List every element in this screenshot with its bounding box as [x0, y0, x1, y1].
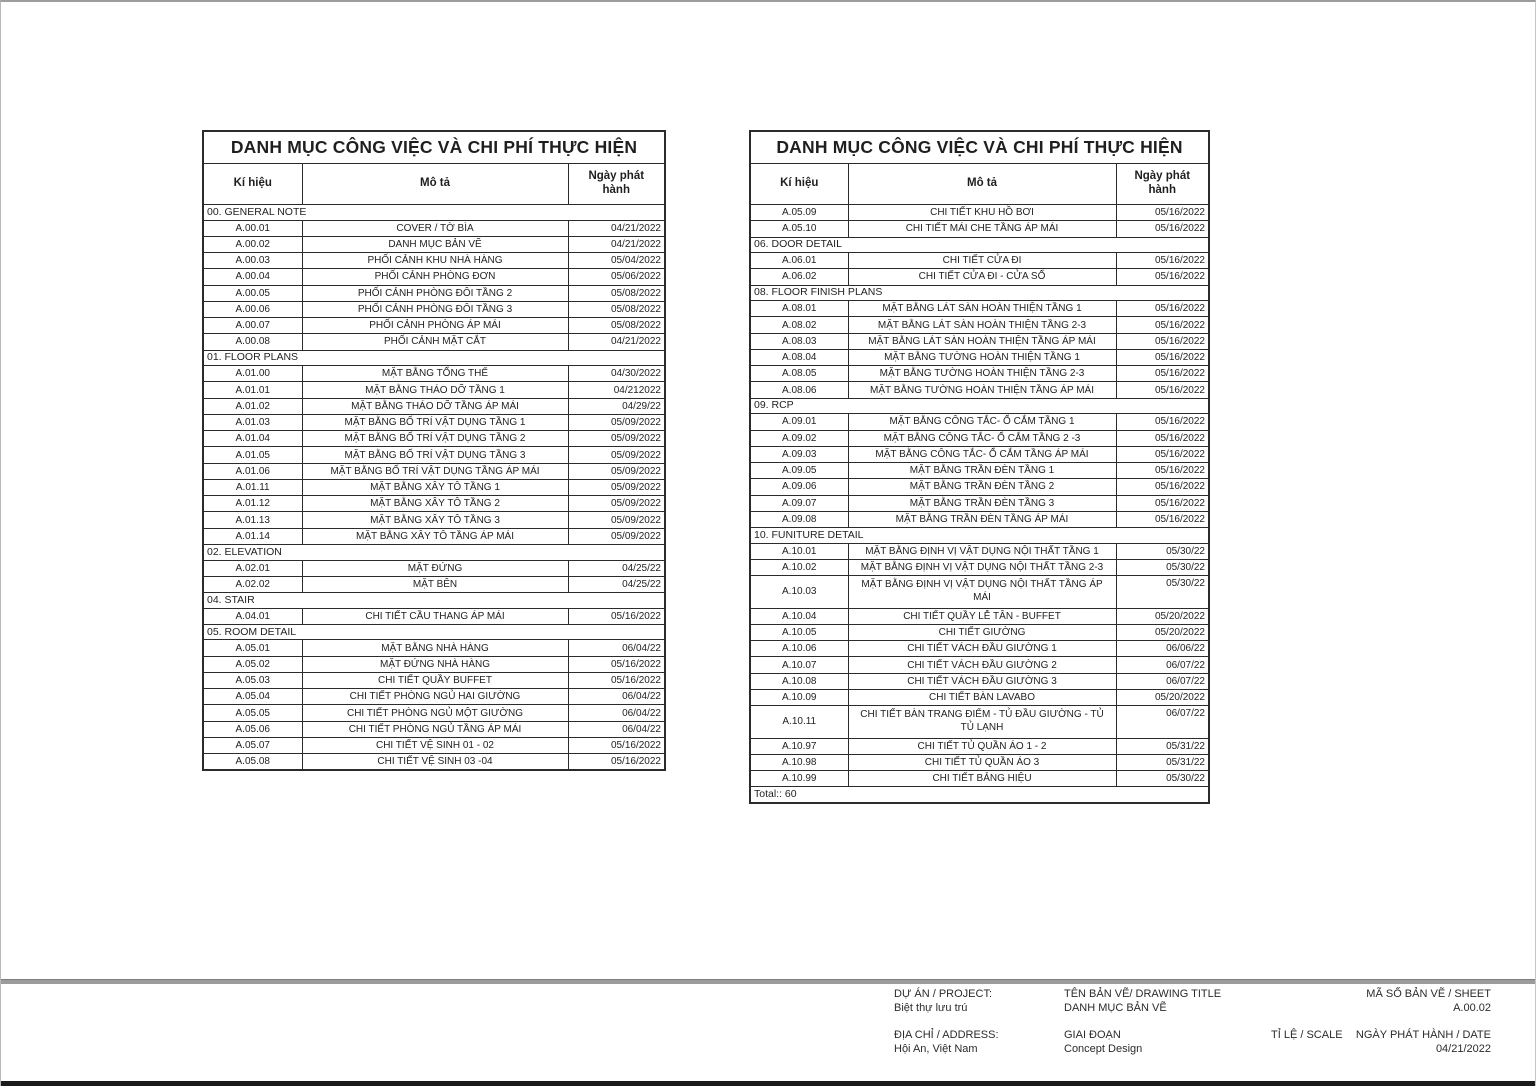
sheet-code-cell: A.10.05 — [750, 624, 848, 640]
sheet-row — [203, 285, 665, 301]
sheet-desc-cell: CHI TIẾT PHÒNG NGỦ TẦNG ÁP MÁI — [302, 721, 568, 737]
sheet-row — [203, 576, 665, 592]
sheet-date-cell: 05/09/2022 — [568, 496, 665, 512]
sheet-desc-cell: MẶT BẰNG CÔNG TẮC- Ổ CẮM TẦNG 1 — [848, 414, 1116, 430]
sheet-date-cell: 06/04/22 — [568, 705, 665, 721]
sheet-date-cell: 05/16/2022 — [1116, 333, 1209, 349]
section-row — [203, 205, 665, 221]
sheet-code-cell: A.09.08 — [750, 511, 848, 527]
sheet-date-cell: 05/20/2022 — [1116, 689, 1209, 705]
sheet-code-cell: A.05.01 — [203, 640, 302, 656]
sheet-code-cell: A.01.11 — [203, 479, 302, 495]
total-row — [750, 787, 1209, 803]
sheet-desc-cell: PHỐI CẢNH PHÒNG ĐÔI TẦNG 2 — [302, 285, 568, 301]
sheet-row — [203, 689, 665, 705]
sheet-date-cell: 05/16/2022 — [1116, 495, 1209, 511]
sheet-code-cell: A.05.04 — [203, 689, 302, 705]
sheet-desc-cell: MẶT BẰNG BỐ TRÍ VẬT DỤNG TẦNG 2 — [302, 431, 568, 447]
section-label: 08. FLOOR FINISH PLANS — [750, 285, 1209, 301]
sheet-row — [203, 366, 665, 382]
sheet-desc-cell: MẶT ĐỨNG NHÀ HÀNG — [302, 656, 568, 672]
sheet-desc-cell: CHI TIẾT QUẦY LỄ TÂN - BUFFET — [848, 608, 1116, 624]
sheet-code-cell: A.10.07 — [750, 657, 848, 673]
sheet-row — [203, 220, 665, 236]
sheet-row — [203, 463, 665, 479]
sheet-code-cell: A.06.02 — [750, 269, 848, 285]
sheet-row — [203, 382, 665, 398]
sheet-desc-cell: MẶT BẰNG THÁO DỠ TẦNG 1 — [302, 382, 568, 398]
sheet-date-cell: 05/16/2022 — [1116, 479, 1209, 495]
section-row — [750, 285, 1209, 301]
sheet-desc-cell: DANH MỤC BẢN VẼ — [302, 236, 568, 252]
sheet-desc-cell: CHI TIẾT BÀN TRANG ĐIỂM - TỦ ĐẦU GIƯỜNG - TỦ TỦ LẠNH — [848, 706, 1116, 739]
sheet-date-cell: 05/16/2022 — [568, 754, 665, 771]
sheet-desc-cell: CHI TIẾT PHÒNG NGỦ MỘT GIƯỜNG — [302, 705, 568, 721]
sheet-date-cell: 06/07/22 — [1116, 657, 1209, 673]
sheet-row — [750, 382, 1209, 398]
sheet-date-cell: 05/16/2022 — [1116, 382, 1209, 398]
sheet-desc-cell: MẶT BẰNG LÁT SÀN HOÀN THIỆN TẦNG 1 — [848, 301, 1116, 317]
sheet-row — [203, 431, 665, 447]
sheet-row — [750, 657, 1209, 673]
sheet-code-cell: A.05.03 — [203, 672, 302, 688]
sheet-desc-cell: CHI TIẾT TỦ QUẦN ÁO 3 — [848, 754, 1116, 770]
sheet-row — [203, 672, 665, 688]
sheet-date-cell: 05/06/2022 — [568, 269, 665, 285]
sheet-row — [203, 608, 665, 624]
sheet-date-cell: 05/16/2022 — [1116, 221, 1209, 237]
sheet-desc-cell: CHI TIẾT VÁCH ĐẦU GIƯỜNG 1 — [848, 641, 1116, 657]
sheet-code-cell: A.00.05 — [203, 285, 302, 301]
sheet-date-cell: 06/06/22 — [1116, 641, 1209, 657]
sheet-code-cell: A.10.09 — [750, 689, 848, 705]
sheet-desc-cell: PHỐI CẢNH MẶT CẮT — [302, 334, 568, 350]
sheet-desc-cell: MẶT BẰNG CÔNG TẮC- Ổ CẮM TẦNG ÁP MÁI — [848, 446, 1116, 462]
sheet-code-cell: A.00.03 — [203, 253, 302, 269]
sheet-date-cell: 04/25/22 — [568, 560, 665, 576]
sheet-row — [750, 559, 1209, 575]
sheet-desc-cell: MẶT BẰNG CÔNG TẮC- Ổ CẮM TẦNG 2 -3 — [848, 430, 1116, 446]
code-column-header: Kí hiệu — [203, 164, 302, 205]
sheet-date-cell: 05/08/2022 — [568, 285, 665, 301]
sheet-row — [203, 656, 665, 672]
sheet-desc-cell: MẶT ĐỨNG — [302, 560, 568, 576]
sheet-code-cell: A.09.01 — [750, 414, 848, 430]
sheet-row — [750, 253, 1209, 269]
sheet-date-cell: 05/09/2022 — [568, 528, 665, 544]
sheet-code-cell: A.02.01 — [203, 560, 302, 576]
sheet-row — [750, 624, 1209, 640]
section-row — [750, 528, 1209, 544]
sheet-desc-cell: MẶT BẰNG TƯỜNG HOÀN THIỆN TẦNG 1 — [848, 349, 1116, 365]
sheet-row — [750, 269, 1209, 285]
sheet-date-cell: 05/09/2022 — [568, 512, 665, 528]
sheet-date-cell: 05/16/2022 — [1116, 446, 1209, 462]
section-row — [203, 544, 665, 560]
sheet-date-cell: 05/16/2022 — [1116, 414, 1209, 430]
sheet-desc-cell: MẶT BẰNG BỐ TRÍ VẬT DỤNG TẦNG 3 — [302, 447, 568, 463]
date-column-header: Ngày phát hành — [1116, 164, 1209, 205]
sheet-desc-cell: MẶT BẰNG LÁT SÀN HOÀN THIỆN TẦNG ÁP MÁI — [848, 333, 1116, 349]
sheet-desc-cell: MẶT BẰNG XÂY TÔ TẦNG 3 — [302, 512, 568, 528]
sheet-code-cell: A.09.06 — [750, 479, 848, 495]
sheet-desc-cell: MẶT BẰNG NHÀ HÀNG — [302, 640, 568, 656]
sheet-date-cell: 05/16/2022 — [1116, 511, 1209, 527]
sheet-code-cell: A.10.06 — [750, 641, 848, 657]
sheet-code-cell: A.10.04 — [750, 608, 848, 624]
sheet-date-cell: 05/09/2022 — [568, 463, 665, 479]
address-value: Hội An, Việt Nam — [894, 1043, 978, 1055]
sheet-row — [750, 349, 1209, 365]
sheet-code-cell: A.08.04 — [750, 349, 848, 365]
project-label: DỰ ÁN / PROJECT: — [894, 988, 993, 1000]
sheet-date-cell: 04/29/22 — [568, 398, 665, 414]
address-label: ĐỊA CHỈ / ADDRESS: — [894, 1029, 999, 1041]
sheet-desc-cell: CHI TIẾT KHU HỒ BƠI — [848, 205, 1116, 221]
sheet-code-cell: A.05.02 — [203, 656, 302, 672]
sheet-date-cell: 05/16/2022 — [1116, 301, 1209, 317]
sheet-code-cell: A.01.03 — [203, 414, 302, 430]
sheet-code-cell: A.10.98 — [750, 754, 848, 770]
sheet-desc-cell: MẶT BẰNG ĐỊNH VỊ VẬT DỤNG NỘI THẤT TẦNG 2-3 — [848, 559, 1116, 575]
sheet-date-cell: 05/04/2022 — [568, 253, 665, 269]
sheet-desc-cell: MẶT BẰNG ĐỊNH VỊ VẬT DỤNG NỘI THẤT TẦNG ÁP MÁI — [848, 576, 1116, 609]
sheet-date-cell: 05/08/2022 — [568, 318, 665, 334]
sheet-desc-cell: CHI TIẾT VỆ SINH 03 -04 — [302, 754, 568, 771]
sheet-code-cell: A.00.04 — [203, 269, 302, 285]
sheet-date-cell: 05/31/22 — [1116, 754, 1209, 770]
desc-column-header: Mô tả — [848, 164, 1116, 205]
sheet-row — [750, 608, 1209, 624]
sheet-row — [750, 205, 1209, 221]
sheet-row — [203, 269, 665, 285]
sheet-row — [750, 771, 1209, 787]
sheet-date-cell: 06/07/22 — [1116, 673, 1209, 689]
sheet-desc-cell: CHI TIẾT CỬA ĐI — [848, 253, 1116, 269]
sheet-desc-cell: MẶT BẰNG TRẦN ĐÈN TẦNG 1 — [848, 463, 1116, 479]
sheet-code-cell: A.10.97 — [750, 738, 848, 754]
sheet-date-cell: 05/20/2022 — [1116, 624, 1209, 640]
code-column-header: Kí hiệu — [750, 164, 848, 205]
sheet-row — [750, 317, 1209, 333]
drawing-list-table-right — [749, 130, 1210, 804]
section-label: 06. DOOR DETAIL — [750, 237, 1209, 253]
sheet-row — [750, 495, 1209, 511]
sheet-date-cell: 05/30/22 — [1116, 771, 1209, 787]
sheet-row — [750, 333, 1209, 349]
sheet-row — [203, 398, 665, 414]
sheet-code-cell: A.08.03 — [750, 333, 848, 349]
sheet-code-cell: A.08.05 — [750, 366, 848, 382]
sheet-code-cell: A.05.05 — [203, 705, 302, 721]
table-header-row — [750, 164, 1209, 205]
drawing-title-label: TÊN BẢN VẼ/ DRAWING TITLE — [1064, 988, 1222, 1000]
sheet-code-cell: A.05.07 — [203, 737, 302, 753]
sheet-date-cell: 05/09/2022 — [568, 414, 665, 430]
sheet-date-cell: 05/30/22 — [1116, 559, 1209, 575]
sheet-code-cell: A.10.99 — [750, 771, 848, 787]
sheet-desc-cell: MẶT BẰNG TRẦN ĐÈN TẦNG 3 — [848, 495, 1116, 511]
desc-column-header: Mô tả — [302, 164, 568, 205]
sheet-row — [203, 447, 665, 463]
sheet-desc-cell: MẶT BẰNG ĐỊNH VỊ VẬT DỤNG NỘI THẤT TẦNG 1 — [848, 543, 1116, 559]
sheet-row — [203, 236, 665, 252]
sheet-row — [750, 221, 1209, 237]
sheet-date-cell: 05/16/2022 — [1116, 269, 1209, 285]
sheet-date-cell: 06/04/22 — [568, 689, 665, 705]
section-row — [203, 593, 665, 609]
phase-value: Concept Design — [1064, 1043, 1143, 1055]
drawing-list-table-left — [202, 130, 666, 771]
sheet-row — [203, 721, 665, 737]
sheet-code-cell: A.00.02 — [203, 236, 302, 252]
sheet-code-cell: A.10.03 — [750, 576, 848, 609]
sheet-row — [750, 463, 1209, 479]
sheet-desc-cell: CHI TIẾT GIƯỜNG — [848, 624, 1116, 640]
sheet-row — [203, 560, 665, 576]
sheet-code-cell: A.08.02 — [750, 317, 848, 333]
section-label: 04. STAIR — [203, 593, 665, 609]
sheet-date-cell: 04/212022 — [568, 382, 665, 398]
section-row — [750, 398, 1209, 414]
sheet-date-cell: 05/16/2022 — [568, 737, 665, 753]
sheet-row — [750, 673, 1209, 689]
sheet-date-cell: 05/16/2022 — [1116, 317, 1209, 333]
sheet-date-cell: 05/16/2022 — [1116, 205, 1209, 221]
sheet-desc-cell: CHI TIẾT VÁCH ĐẦU GIƯỜNG 3 — [848, 673, 1116, 689]
sheet-code-cell: A.08.01 — [750, 301, 848, 317]
sheet-code-cell: A.09.05 — [750, 463, 848, 479]
sheet-row — [203, 318, 665, 334]
section-row — [750, 237, 1209, 253]
sheet-row — [750, 479, 1209, 495]
sheet-row — [750, 754, 1209, 770]
sheet-date-cell: 05/09/2022 — [568, 447, 665, 463]
section-label: 02. ELEVATION — [203, 544, 665, 560]
sheet-code-cell: A.10.02 — [750, 559, 848, 575]
sheet-code-cell: A.09.03 — [750, 446, 848, 462]
sheet-date-cell: 05/16/2022 — [1116, 430, 1209, 446]
drawing-title-value: DANH MỤC BẢN VẼ — [1064, 1002, 1167, 1014]
sheet-row — [203, 414, 665, 430]
sheet-date-cell: 04/21/2022 — [568, 220, 665, 236]
sheet-desc-cell: PHỐI CẢNH KHU NHÀ HÀNG — [302, 253, 568, 269]
section-label: 10. FUNITURE DETAIL — [750, 528, 1209, 544]
sheet-desc-cell: CHI TIẾT PHÒNG NGỦ HAI GIƯỜNG — [302, 689, 568, 705]
sheet-code-cell: A.05.10 — [750, 221, 848, 237]
sheet-code-cell: A.05.08 — [203, 754, 302, 771]
sheet-row — [750, 366, 1209, 382]
section-label: 05. ROOM DETAIL — [203, 624, 665, 640]
sheet-code-cell: A.01.06 — [203, 463, 302, 479]
sheet-date-cell: 04/21/2022 — [568, 334, 665, 350]
sheet-code-cell: A.08.06 — [750, 382, 848, 398]
sheet-row — [203, 737, 665, 753]
sheet-code-cell: A.01.02 — [203, 398, 302, 414]
sheet-row — [750, 430, 1209, 446]
sheet-row — [750, 414, 1209, 430]
sheet-desc-cell: MẶT BẰNG TRẦN ĐÈN TẦNG 2 — [848, 479, 1116, 495]
sheet-number: A.00.02 — [1453, 1002, 1491, 1014]
total-label: Total:: 60 — [750, 787, 1209, 803]
sheet-desc-cell: MẶT BẰNG XÂY TÔ TẦNG 1 — [302, 479, 568, 495]
sheet-row — [203, 479, 665, 495]
sheet-code-cell: A.02.02 — [203, 576, 302, 592]
sheet-date-cell: 05/09/2022 — [568, 431, 665, 447]
sheet-code-cell: A.01.13 — [203, 512, 302, 528]
sheet-row — [203, 253, 665, 269]
sheet-code-cell: A.01.05 — [203, 447, 302, 463]
sheet-code-cell: A.01.14 — [203, 528, 302, 544]
project-value: Biệt thự lưu trú — [894, 1002, 968, 1014]
sheet-desc-cell: CHI TIẾT VÁCH ĐẦU GIƯỜNG 2 — [848, 657, 1116, 673]
sheet-desc-cell: CHI TIẾT MÁI CHE TẦNG ÁP MÁI — [848, 221, 1116, 237]
sheet-desc-cell: MẶT BẰNG XÂY TÔ TẦNG ÁP MÁI — [302, 528, 568, 544]
sheet-row — [203, 301, 665, 317]
sheet-code-cell: A.06.01 — [750, 253, 848, 269]
sheet-desc-cell: MẶT BẰNG THÁO DỠ TẦNG ÁP MÁI — [302, 398, 568, 414]
sheet-desc-cell: MẶT BẰNG BỐ TRÍ VẬT DỤNG TẦNG ÁP MÁI — [302, 463, 568, 479]
sheet-desc-cell: PHỐI CẢNH PHÒNG ĐÔI TẦNG 3 — [302, 301, 568, 317]
issue-date-label: NGÀY PHÁT HÀNH / DATE — [1355, 1029, 1491, 1041]
sheet-desc-cell: MẶT BẰNG TRẦN ĐÈN TẦNG ÁP MÁI — [848, 511, 1116, 527]
sheet-desc-cell: MẶT BÊN — [302, 576, 568, 592]
sheet-date-cell: 05/16/2022 — [568, 672, 665, 688]
sheet-code-cell: A.01.00 — [203, 366, 302, 382]
sheet-date-cell: 06/07/22 — [1116, 706, 1209, 739]
sheet-row — [750, 641, 1209, 657]
sheet-row — [750, 706, 1209, 739]
sheet-date-cell: 06/04/22 — [568, 721, 665, 737]
sheet-date-cell: 05/16/2022 — [1116, 253, 1209, 269]
sheet-code-cell: A.09.02 — [750, 430, 848, 446]
sheet-code-cell: A.10.11 — [750, 706, 848, 739]
sheet-code-cell: A.05.09 — [750, 205, 848, 221]
sheet-date-cell: 04/21/2022 — [568, 236, 665, 252]
sheet-row — [750, 576, 1209, 609]
table-title: DANH MỤC CÔNG VIỆC VÀ CHI PHÍ THỰC HIỆN — [750, 131, 1209, 164]
sheet-code-cell: A.04.01 — [203, 608, 302, 624]
sheet-date-cell: 05/16/2022 — [568, 656, 665, 672]
section-row — [203, 624, 665, 640]
table-title-row — [750, 131, 1209, 164]
sheet-date-cell: 04/25/22 — [568, 576, 665, 592]
sheet-desc-cell: CHI TIẾT QUẦY BUFFET — [302, 672, 568, 688]
sheet-date-cell: 04/30/2022 — [568, 366, 665, 382]
sheet-row — [750, 511, 1209, 527]
sheet-code-cell: A.01.01 — [203, 382, 302, 398]
sheet-desc-cell: CHI TIẾT BẢNG HIỆU — [848, 771, 1116, 787]
sheet-row — [750, 446, 1209, 462]
section-label: 01. FLOOR PLANS — [203, 350, 665, 366]
sheet-desc-cell: CHI TIẾT CẦU THANG ÁP MÁI — [302, 608, 568, 624]
date-column-header: Ngày phát hành — [568, 164, 665, 205]
sheet-date-cell: 05/16/2022 — [1116, 366, 1209, 382]
sheet-row — [750, 738, 1209, 754]
sheet-code-cell: A.00.01 — [203, 220, 302, 236]
sheet-date-cell: 05/09/2022 — [568, 479, 665, 495]
sheet-desc-cell: MẶT BẰNG TƯỜNG HOÀN THIỆN TẦNG 2-3 — [848, 366, 1116, 382]
sheet-code-cell: A.01.04 — [203, 431, 302, 447]
sheet-code-cell: A.10.01 — [750, 543, 848, 559]
sheet-date-cell: 05/16/2022 — [1116, 463, 1209, 479]
sheet-label: MÃ SỐ BẢN VẼ / SHEET — [1366, 988, 1491, 1000]
sheet-desc-cell: MẶT BẰNG LÁT SÀN HOÀN THIỆN TẦNG 2-3 — [848, 317, 1116, 333]
title-block — [1, 983, 1536, 1083]
sheet-row — [750, 301, 1209, 317]
sheet-code-cell: A.00.08 — [203, 334, 302, 350]
sheet-date-cell: 05/16/2022 — [568, 608, 665, 624]
sheet-row — [203, 334, 665, 350]
scale-label: TỈ LỆ / SCALE — [1271, 1029, 1343, 1041]
sheet-desc-cell: CHI TIẾT TỦ QUẦN ÁO 1 - 2 — [848, 738, 1116, 754]
sheet-date-cell: 06/04/22 — [568, 640, 665, 656]
table-header-row — [203, 164, 665, 205]
sheet-row — [203, 496, 665, 512]
sheet-row — [750, 689, 1209, 705]
sheet-desc-cell: CHI TIẾT CỬA ĐI - CỬA SỔ — [848, 269, 1116, 285]
sheet-date-cell: 05/31/22 — [1116, 738, 1209, 754]
sheet-date-cell: 05/30/22 — [1116, 543, 1209, 559]
sheet-code-cell: A.00.07 — [203, 318, 302, 334]
sheet-desc-cell: MẶT BẰNG XÂY TÔ TẦNG 2 — [302, 496, 568, 512]
phase-label: GIAI ĐOẠN — [1064, 1029, 1121, 1041]
sheet-date-cell: 05/16/2022 — [1116, 349, 1209, 365]
sheet-row — [750, 543, 1209, 559]
sheet-desc-cell: CHI TIẾT VỆ SINH 01 - 02 — [302, 737, 568, 753]
sheet-desc-cell: MẶT BẰNG BỐ TRÍ VẬT DỤNG TẦNG 1 — [302, 414, 568, 430]
table-title: DANH MỤC CÔNG VIỆC VÀ CHI PHÍ THỰC HIỆN — [203, 131, 665, 164]
sheet-code-cell: A.00.06 — [203, 301, 302, 317]
sheet-row — [203, 512, 665, 528]
section-label: 09. RCP — [750, 398, 1209, 414]
sheet-desc-cell: PHỐI CẢNH PHÒNG ÁP MÁI — [302, 318, 568, 334]
page-bottom-border — [1, 1081, 1535, 1086]
section-row — [203, 350, 665, 366]
sheet-row — [203, 640, 665, 656]
sheet-desc-cell: PHỐI CẢNH PHÒNG ĐƠN — [302, 269, 568, 285]
table-title-row — [203, 131, 665, 164]
sheet-row — [203, 705, 665, 721]
sheet-code-cell: A.10.08 — [750, 673, 848, 689]
sheet-date-cell: 05/30/22 — [1116, 576, 1209, 609]
sheet-code-cell: A.09.07 — [750, 495, 848, 511]
sheet-code-cell: A.01.12 — [203, 496, 302, 512]
sheet-row — [203, 528, 665, 544]
sheet-date-cell: 05/08/2022 — [568, 301, 665, 317]
sheet-desc-cell: MẶT BẰNG TỔNG THỂ — [302, 366, 568, 382]
section-label: 00. GENERAL NOTE — [203, 205, 665, 221]
sheet-desc-cell: COVER / TỜ BÌA — [302, 220, 568, 236]
sheet-code-cell: A.05.06 — [203, 721, 302, 737]
sheet-date-cell: 05/20/2022 — [1116, 608, 1209, 624]
sheet-desc-cell: CHI TIẾT BÀN LAVABO — [848, 689, 1116, 705]
sheet-desc-cell: MẶT BẰNG TƯỜNG HOÀN THIỆN TẦNG ÁP MÁI — [848, 382, 1116, 398]
sheet-row — [203, 754, 665, 771]
issue-date-value: 04/21/2022 — [1435, 1043, 1491, 1055]
